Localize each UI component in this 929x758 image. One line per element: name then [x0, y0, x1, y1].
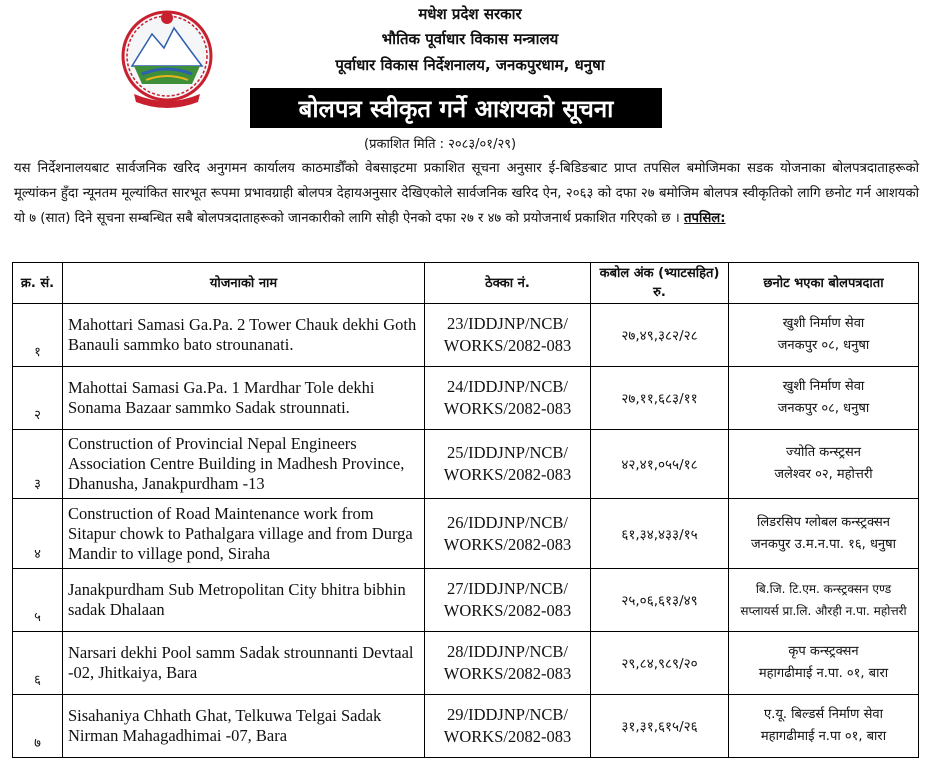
table-row	[13, 632, 919, 695]
row-contract: 28/IDDJNP/NCB/ WORKS/2082-083	[425, 632, 591, 695]
row-name: Mahottai Samasi Ga.Pa. 1 Mardhar Tole dekhi Sonama Bazaar sammko Sadak strounnati.	[63, 367, 425, 430]
row-sn: ५	[13, 569, 63, 632]
bidder-address: जलेश्वर ०२, महोत्तरी	[774, 467, 873, 482]
bidder-address: जनकपुर उ.म.न.पा. १६, धनुषा	[750, 536, 897, 552]
row-bidder	[729, 499, 919, 569]
notice-title: बोलपत्र स्वीकृत गर्ने आशयको सूचना	[250, 88, 662, 128]
row-amount: २५,०६,६१३/४९	[591, 569, 729, 632]
row-bidder	[729, 695, 919, 758]
header-sn: क्र. सं.	[13, 263, 63, 304]
table-row	[13, 569, 919, 632]
row-sn: ३	[13, 430, 63, 499]
govt-name: मधेश प्रदेश सरकार	[418, 5, 522, 23]
row-contract: 27/IDDJNP/NCB/ WORKS/2082-083	[425, 569, 591, 632]
row-amount: २९,८४,९८९/२०	[591, 632, 729, 695]
bidder-name: कृप कन्स्ट्रक्सन	[788, 644, 859, 659]
bidder-address: महागढीमाई न.पा. ०१, बारा	[758, 666, 889, 681]
row-contract: 26/IDDJNP/NCB/ WORKS/2082-083	[425, 499, 591, 569]
bidder-name: ए.यू. बिल्डर्स निर्माण सेवा	[764, 707, 883, 722]
row-name: Narsari dekhi Pool samm Sadak strounnanti Devtaal -02, Jhitkaiya, Bara	[63, 632, 425, 695]
table-row	[13, 367, 919, 430]
row-contract: 29/IDDJNP/NCB/ WORKS/2082-083	[425, 695, 591, 758]
table-row	[13, 695, 919, 758]
bidder-address: जनकपुर ०८, धनुषा	[777, 338, 870, 353]
row-bidder	[729, 632, 919, 695]
published-date: (प्रकाशित मिति : २०८३/०१/२९)	[364, 137, 517, 152]
row-sn: १	[13, 304, 63, 367]
row-bidder	[729, 367, 919, 430]
intro-paragraph	[14, 156, 919, 231]
row-bidder	[729, 430, 919, 499]
bidder-name: खुशी निर्माण सेवा	[782, 379, 865, 394]
row-contract: 25/IDDJNP/NCB/ WORKS/2082-083	[425, 430, 591, 499]
row-contract: 23/IDDJNP/NCB/ WORKS/2082-083	[425, 304, 591, 367]
table-row	[13, 304, 919, 367]
bidder-name: बि.जि. टि.एम. कन्स्ट्रक्सन एण्ड	[755, 582, 892, 596]
header-name: योजनाको नाम	[63, 263, 425, 304]
bidder-address: महागढीमाई न.पा ०१, बारा	[760, 729, 887, 744]
row-name: Construction of Road Maintenance work from Sitapur chowk to Pathalgara village and from Durga Mandir to village pond, Siraha	[63, 499, 425, 569]
row-amount: ३१,३१,६१५/२६	[591, 695, 729, 758]
bid-table	[12, 262, 919, 758]
row-bidder	[729, 304, 919, 367]
header-amount: कबोल अंक (भ्याटसहित) रु.	[591, 263, 729, 304]
row-amount: ६१,३४,४३३/१५	[591, 499, 729, 569]
bidder-name: खुशी निर्माण सेवा	[782, 316, 865, 331]
row-sn: ४	[13, 499, 63, 569]
row-contract: 24/IDDJNP/NCB/ WORKS/2082-083	[425, 367, 591, 430]
intro-text: यस निर्देशनालयबाट सार्वजनिक खरिद अनुगमन कार्यालय काठमाडौँको वेबसाइटमा प्रकाशित सूचना अनुसार ई-बिडिङबाट प्राप्त तपसिल बमोजिमका सडक योजनाका बोलपत्रदाताहरूको मूल्यांकन हुँदा न्यूनतम मूल्यांकित सारभूत रूपमा प्रभावग्राही बोलपत्र देहायअनुसार देखिएकोले सार्वजनिक खरिद ऐन, २०६३ को दफा २७ बमोजिम बोलपत्र स्वीकृतिको लागि छनोट गर्न आशयको यो ७ (सात) दिने सूचना सम्बन्धित सबै बोलपत्रदाताहरूको जानकारीको लागि सोही ऐनको दफा २७ र ४७ को प्रयोजनार्थ प्रकाशित गरिएको छ ।	[14, 161, 919, 226]
row-name: Sisahaniya Chhath Ghat, Telkuwa Telgai Sadak Nirman Mahagadhimai -07, Bara	[63, 695, 425, 758]
header-bidder: छनोट भएका बोलपत्रदाता	[729, 263, 919, 304]
row-sn: ७	[13, 695, 63, 758]
directorate-name: पूर्वाधार विकास निर्देशनालय, जनकपुरधाम, धनुषा	[335, 56, 605, 74]
bidder-address: जनकपुर ०८, धनुषा	[777, 401, 870, 416]
row-name: Mahottari Samasi Ga.Pa. 2 Tower Chauk dekhi Goth Banauli sammko bato strounanati.	[63, 304, 425, 367]
row-amount: २७,४९,३८२/२८	[591, 304, 729, 367]
row-amount: २७,११,६८३/११	[591, 367, 729, 430]
table-header-row	[13, 263, 919, 304]
header-contract: ठेक्का नं.	[425, 263, 591, 304]
table-row	[13, 499, 919, 569]
bidder-name: लिडरसिप ग्लोबल कन्स्ट्रक्सन	[756, 514, 890, 530]
nepal-emblem-icon	[112, 4, 222, 112]
row-name: Janakpurdham Sub Metropolitan City bhitra bibhin sadak Dhalaan	[63, 569, 425, 632]
row-amount: ४२,४१,०५५/१८	[591, 430, 729, 499]
ministry-name: भौतिक पूर्वाधार विकास मन्त्रालय	[381, 30, 559, 48]
table-row	[13, 430, 919, 499]
row-name: Construction of Provincial Nepal Engineers Association Centre Building in Madhesh Province, Dhanusha, Janakpurdham -13	[63, 430, 425, 499]
row-sn: ६	[13, 632, 63, 695]
row-sn: २	[13, 367, 63, 430]
tapasil-label: तपसिल:	[683, 211, 726, 226]
bidder-address: सप्लायर्स प्रा.लि. औरही न.पा. महोत्तरी	[740, 604, 907, 618]
row-bidder	[729, 569, 919, 632]
bidder-name: ज्योति कन्स्ट्रसन	[786, 445, 861, 460]
